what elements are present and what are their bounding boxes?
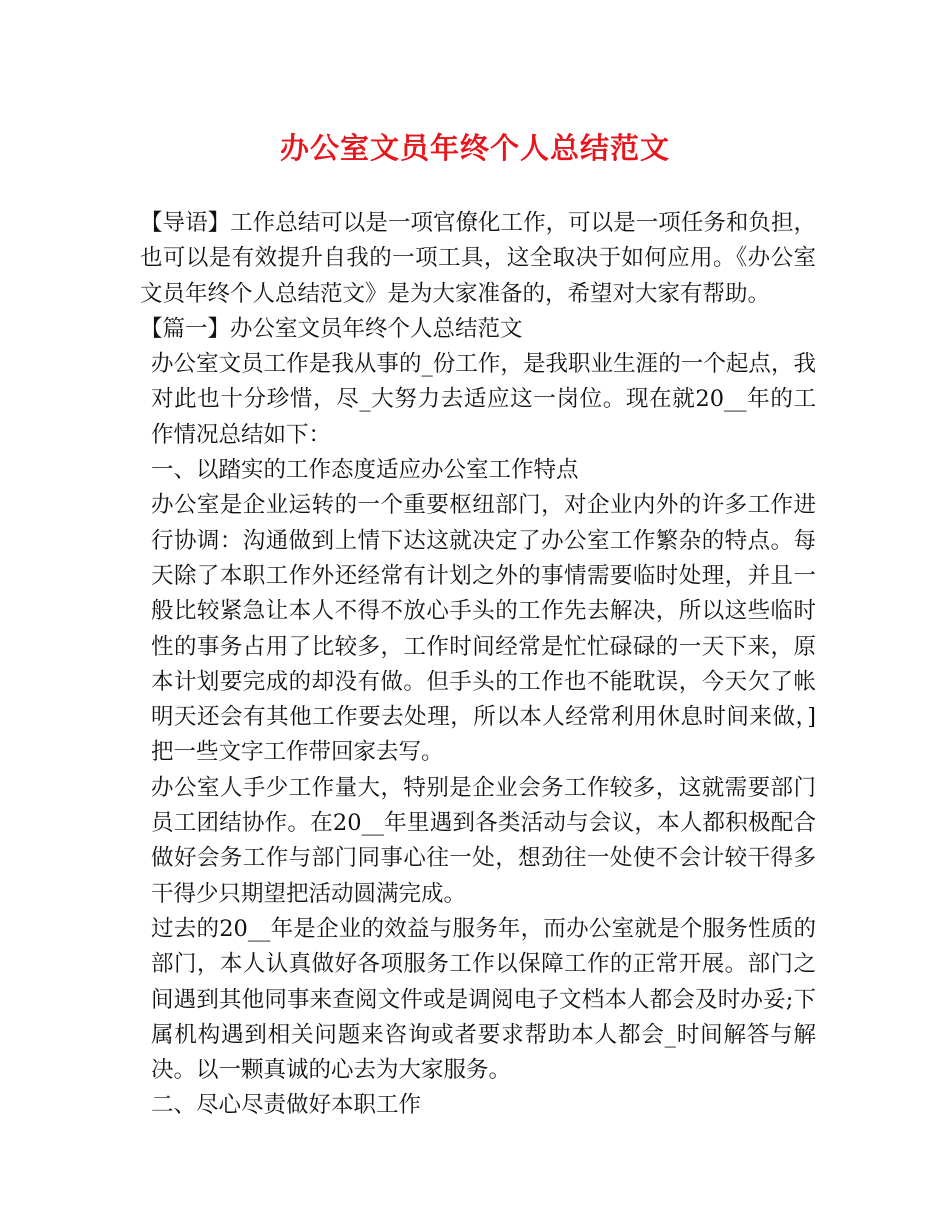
document-body [140,206,816,1124]
section-label: 【篇一】办公室文员年终个人总结范文 [140,315,523,342]
body-paragraph: 办公室人手少工作量大，特别是企业会务工作较多，这就需要部门员工团结协作。在20__年里遇到各类活动与会议，本人都积极配合做好会务工作与部门同事心往一处，想劲往一处使不会计较干得多干得少只期望把活动圆满完成。 [151,774,816,907]
body-paragraph: 办公室是企业运转的一个重要枢纽部门，对企业内外的许多工作进行协调：沟通做到上情下达这就决定了办公室工作繁杂的特点。每天除了本职工作外还经常有计划之外的事情需要临时处理，并且一般比较紧急让本人不得不放心手头的工作先去解决，所以这些临时性的事务占用了比较多，工作时间经常是忙忙碌碌的一天下来，原本计划要完成的却没有做。但手头的工作也不能耽误，今天欠了帐明天还会有其他工作要去处理，所以本人经常利用休息时间来做，]把一些文字工作带回家去写。 [151,492,816,766]
section-heading: 一、以踏实的工作态度适应办公室工作特点 [151,457,579,484]
intro-paragraph: 【导语】工作总结可以是一项官僚化工作，可以是一项任务和负担，也可以是有效提升自我的一项工具，这全取决于如何应用。《办公室文员年终个人总结范文》是为大家准备的，希望对大家有帮助。 [140,210,816,307]
body-paragraph: 过去的20__年是企业的效益与服务年，而办公室就是个服务性质的部门，本人认真做好各项服务工作以保障工作的正常开展。部门之间遇到其他同事来查阅文件或是调阅电子文档本人都会及时办妥;下属机构遇到相关问题来咨询或者要求帮助本人都会_时间解答与解决。以一颗真诚的心去为大家服务。 [151,915,816,1084]
body-paragraph: 办公室文员工作是我从事的_份工作，是我职业生涯的一个起点，我对此也十分珍惜，尽_大努力去适应这一岗位。现在就20__年的工作情况总结如下： [151,351,816,448]
section-heading: 二、尽心尽责做好本职工作 [151,1092,422,1119]
document-title: 办公室文员年终个人总结范文 [279,131,670,165]
